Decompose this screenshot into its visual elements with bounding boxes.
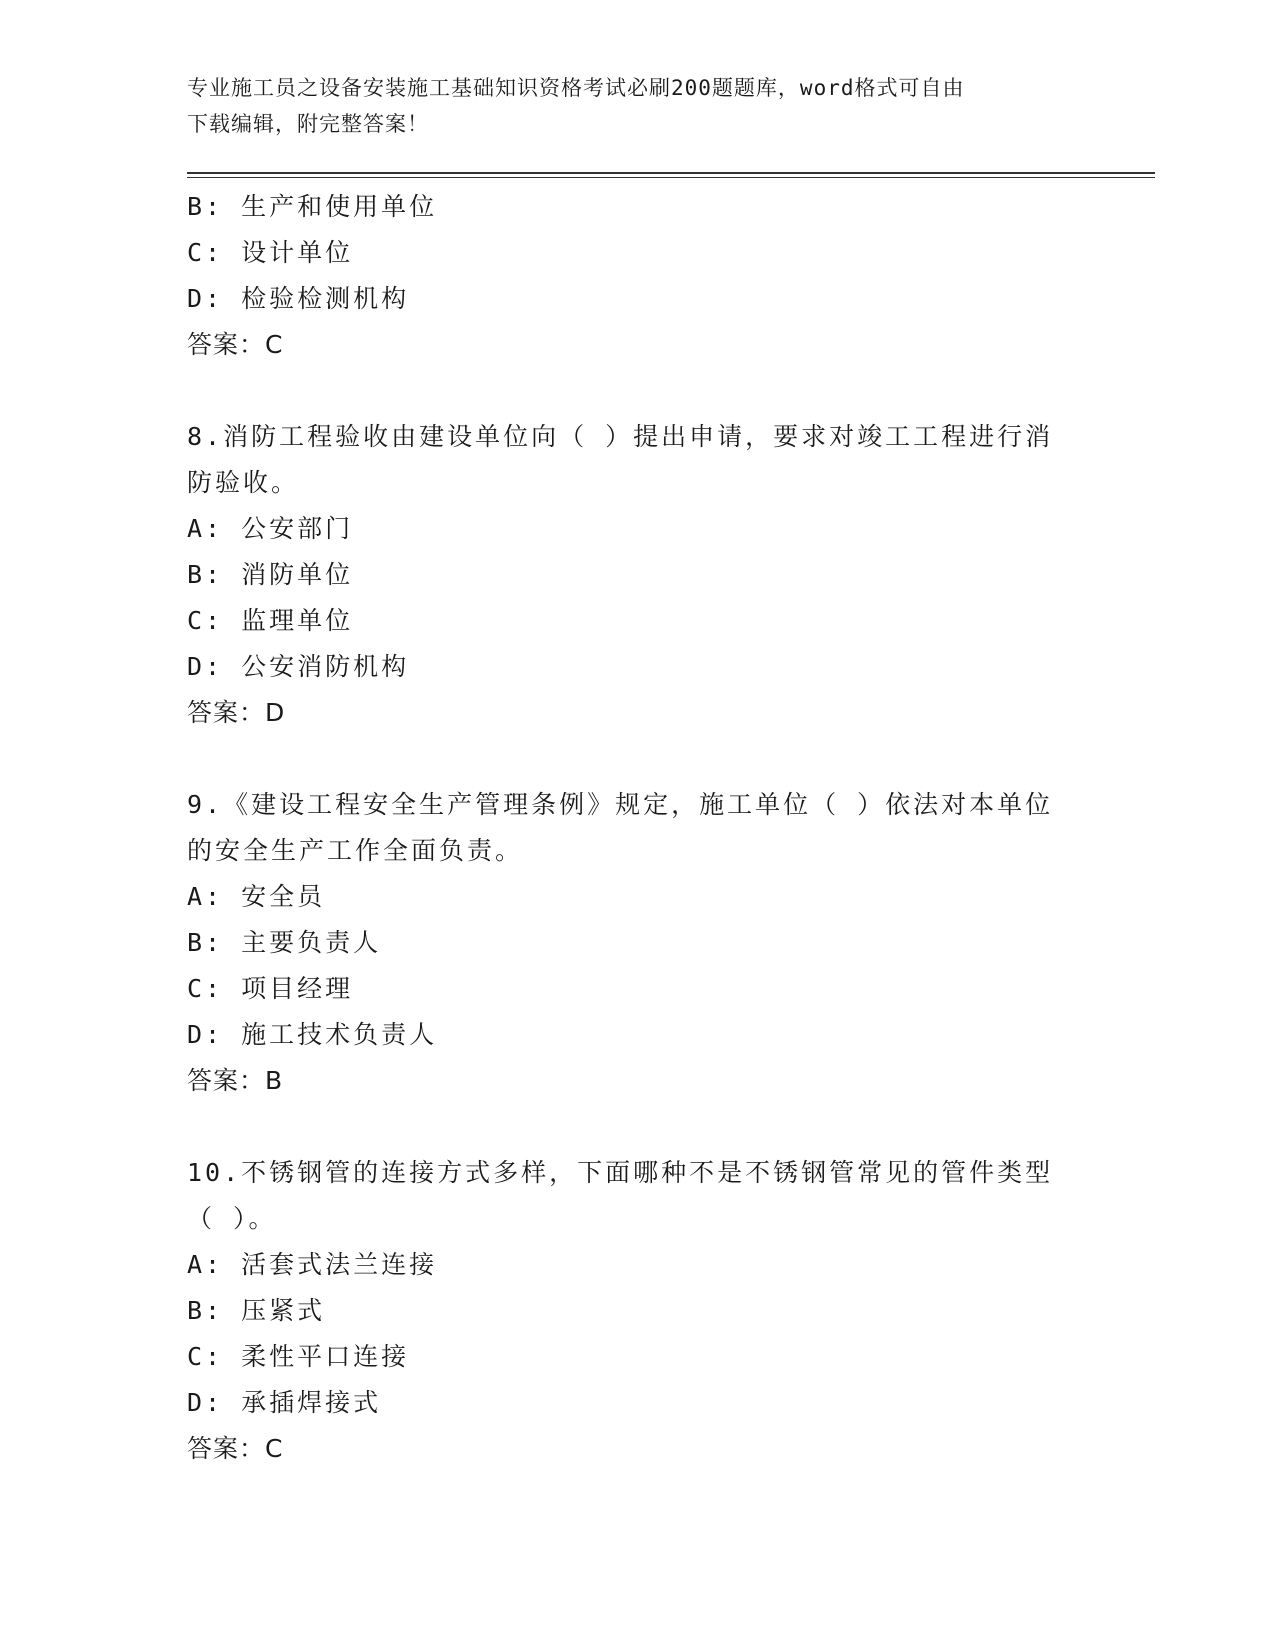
question-7-tail xyxy=(187,184,1152,368)
option-d: D: 承插焊接式 xyxy=(187,1388,382,1417)
option-c: C: 项目经理 xyxy=(187,974,354,1003)
question-10 xyxy=(187,1150,1152,1472)
header-line-1: 专业施工员之设备安装施工基础知识资格考试必刷200题题库，word格式可自由 xyxy=(187,76,965,100)
question-line-1: 9.《建设工程安全生产管理条例》规定，施工单位（ ）依法对本单位 xyxy=(187,790,1054,819)
document-page xyxy=(187,70,1152,1472)
answer: 答案：B xyxy=(187,1066,284,1095)
option-a: A: 安全员 xyxy=(187,882,326,911)
question-8 xyxy=(187,414,1152,736)
option-b: B: 主要负责人 xyxy=(187,928,382,957)
answer: 答案：C xyxy=(187,1434,284,1463)
question-text xyxy=(187,782,1077,874)
question-content xyxy=(187,184,1152,1472)
question-line-2: 防验收。 xyxy=(187,468,300,497)
answer: 答案：D xyxy=(187,698,286,727)
header-divider xyxy=(187,172,1155,178)
option-d: D: 公安消防机构 xyxy=(187,652,410,681)
option-b: B: 消防单位 xyxy=(187,560,354,589)
question-line-2: （ ）。 xyxy=(187,1204,277,1233)
question-text xyxy=(187,1150,1077,1242)
option-c: C: 监理单位 xyxy=(187,606,354,635)
question-line-1: 10.不锈钢管的连接方式多样，下面哪种不是不锈钢管常见的管件类型 xyxy=(187,1158,1054,1187)
question-line-1: 8.消防工程验收由建设单位向（ ）提出申请，要求对竣工工程进行消 xyxy=(187,422,1054,451)
question-9 xyxy=(187,782,1152,1104)
option-d: D: 施工技术负责人 xyxy=(187,1020,438,1049)
option-c: C: 设计单位 xyxy=(187,238,354,267)
option-b: B: 生产和使用单位 xyxy=(187,192,438,221)
header-line-2: 下载编辑，附完整答案！ xyxy=(187,112,429,136)
document-header xyxy=(187,70,1067,142)
question-line-2: 的安全生产工作全面负责。 xyxy=(187,836,524,865)
option-a: A: 公安部门 xyxy=(187,514,354,543)
option-b: B: 压紧式 xyxy=(187,1296,326,1325)
option-c: C: 柔性平口连接 xyxy=(187,1342,410,1371)
option-a: A: 活套式法兰连接 xyxy=(187,1250,438,1279)
option-d: D: 检验检测机构 xyxy=(187,284,410,313)
question-text xyxy=(187,414,1077,506)
answer: 答案：C xyxy=(187,330,284,359)
